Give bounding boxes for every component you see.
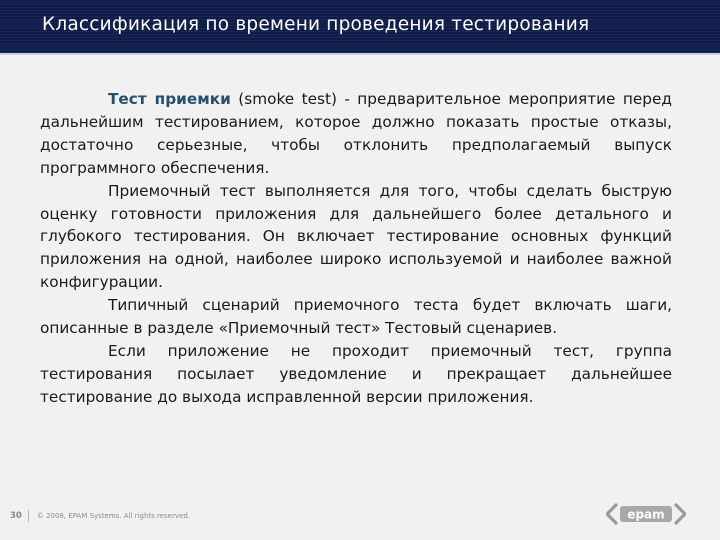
slide-title: Классификация по времени проведения тестирования bbox=[42, 14, 590, 35]
slide-body bbox=[40, 88, 672, 409]
slide-header bbox=[0, 0, 720, 55]
slide-footer bbox=[10, 509, 190, 523]
paragraph-acceptance-test: Приемочный тест выполняется для того, чтобы сделать быструю оценку готовности приложения для дальнейшего более детального и глубокого тестирования. Он включает тестирование основных функций приложения на одной, наиболее широко используемой и наиболее важной конфигурации. bbox=[40, 181, 672, 292]
footer-divider bbox=[28, 510, 29, 522]
term-highlight: Тест приемки bbox=[108, 90, 231, 108]
paragraph-smoke-test bbox=[40, 88, 672, 180]
page-number: 30 bbox=[10, 511, 22, 521]
paragraph-text: (smoke test) - предварительное мероприятие перед дальнейшим тестированием, которое должно показать простые отказы, достаточно серьезные, чтобы отклонить предполагаемый выпуск программного обеспечения. bbox=[40, 90, 672, 177]
epam-logo bbox=[606, 503, 686, 525]
copyright-text: © 2008, EPAM Systems. All rights reserved. bbox=[36, 512, 190, 520]
paragraph-typical-scenario: Типичный сценарий приемочного теста будет включать шаги, описанные в разделе «Приемочный тест» Тестовый сценариев. bbox=[40, 296, 672, 338]
logo-text: epam bbox=[627, 507, 665, 522]
paragraph-failure: Если приложение не проходит приемочный тест, группа тестирования посылает уведомление и прекращает дальнейшее тестирование до выхода исправленной версии приложения. bbox=[40, 341, 672, 406]
